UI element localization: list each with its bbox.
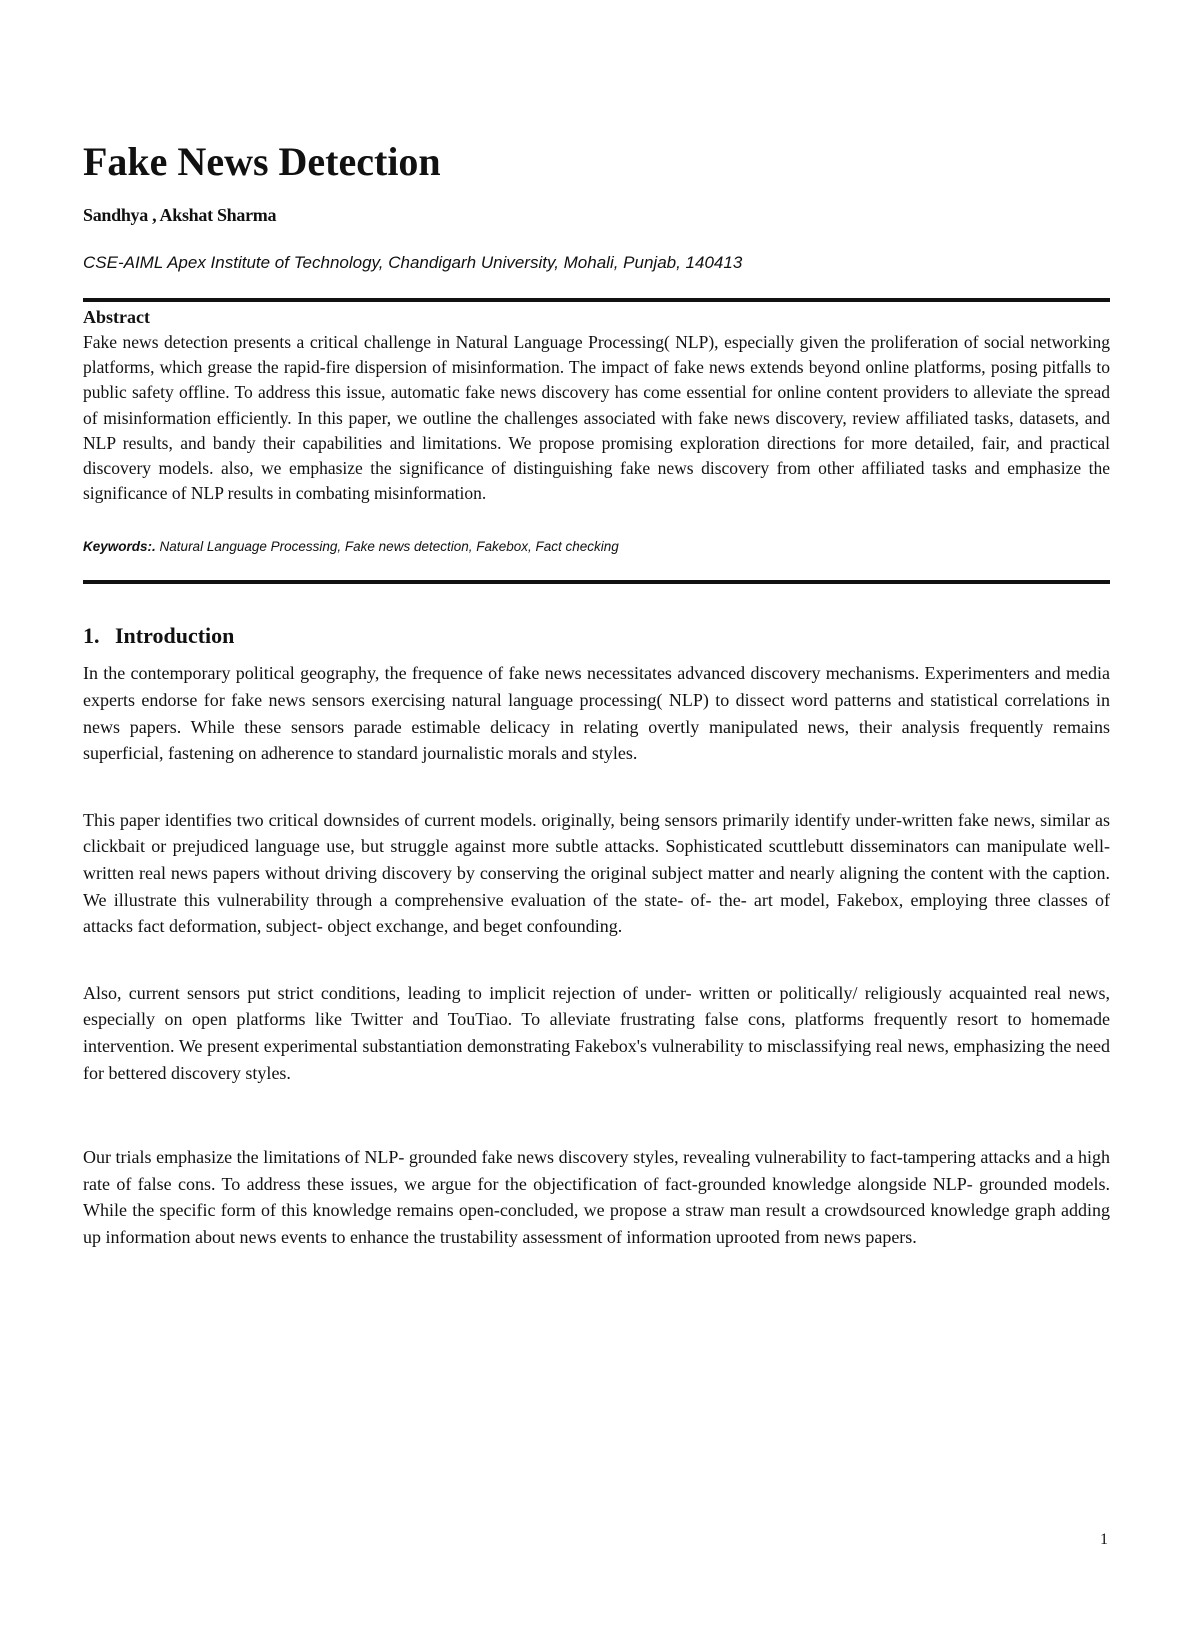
bottom-divider <box>83 580 1110 584</box>
paper-title: Fake News Detection <box>83 139 441 184</box>
section-heading-introduction <box>83 622 1110 650</box>
paper-authors: Sandhya , Akshat Sharma <box>83 205 277 225</box>
top-divider <box>83 298 1110 302</box>
page-number: 1 <box>1100 1531 1108 1548</box>
intro-paragraph-3: Also, current sensors put strict conditions, leading to implicit rejection of under- written or politically/ religiously acquainted real news, especially on open platforms like Twitter and TouTiao. To alleviate frustrating false cons, platforms frequently resort to homemade intervention. We present experimental substantiation demonstrating Fakebox's vulnerability to misclassifying real news, emphasizing the need for bettered discovery styles. <box>83 982 1110 1083</box>
author-affiliation: CSE-AIML Apex Institute of Technology, Chandigarh University, Mohali, Punjab, 140413 <box>83 253 743 272</box>
abstract-heading: Abstract <box>83 307 150 327</box>
intro-paragraph-4: Our trials emphasize the limitations of NLP- grounded fake news discovery styles, revealing vulnerability to fact-tampering attacks and a high rate of false cons. To address these issues, we argue for the objectification of fact-grounded knowledge alongside NLP- grounded models. While the specific form of this knowledge remains open-concluded, we propose a straw man result a crowdsourced knowledge graph adding up information about news events to enhance the trustability assessment of information uprooted from news papers. <box>83 1147 1110 1247</box>
intro-paragraph-1: In the contemporary political geography, the frequence of fake news necessitates advanced discovery mechanisms. Experimenters and media experts endorse for fake news sensors exercising natural language processing( NLP) to dissect word patterns and statistical correlations in news papers. While these sensors parade estimable delicacy in relating overtly manipulated news, their analysis frequently remains superficial, fastening on adherence to standard journalistic morals and styles. <box>83 663 1110 764</box>
abstract-text: Fake news detection presents a critical challenge in Natural Language Processing( NLP), especially given the proliferation of social networking platforms, which grease the rapid-fire dispersion of misinformation. The impact of fake news extends beyond online platforms, posing pitfalls to public safety offline. To address this issue, automatic fake news discovery has come essential for online content providers to alleviate the spread of misinformation efficiently. In this paper, we outline the challenges associated with fake news discovery, review affiliated tasks, datasets, and NLP results, and bandy their capabilities and limitations. We propose promising exploration directions for more detailed, fair, and practical discovery models. also, we emphasize the significance of distinguishing fake news discovery from other affiliated tasks and emphasize the significance of NLP results in combating misinformation. <box>83 332 1110 504</box>
keywords-line <box>83 538 1110 556</box>
page-content <box>83 138 1110 1251</box>
keywords-label: Keywords:. <box>83 539 156 555</box>
keywords-list: Natural Language Processing, Fake news detection, Fakebox, Fact checking <box>159 539 619 555</box>
section-number: 1. <box>83 623 100 649</box>
intro-paragraph-2: This paper identifies two critical downsides of current models. originally, being sensors primarily identify under-written fake news, similar as clickbait or prejudiced language use, but struggle against more subtle attacks. Sophisticated scuttlebutt disseminators can manipulate well- written real news papers without driving discovery by conserving the original subject matter and nearly aligning the content with the caption. We illustrate this vulnerability through a comprehensive evaluation of the state- of- the- art model, Fakebox, employing three classes of attacks fact deformation, subject- object exchange, and beget confounding. <box>83 809 1110 937</box>
section-title: Introduction <box>115 623 235 649</box>
